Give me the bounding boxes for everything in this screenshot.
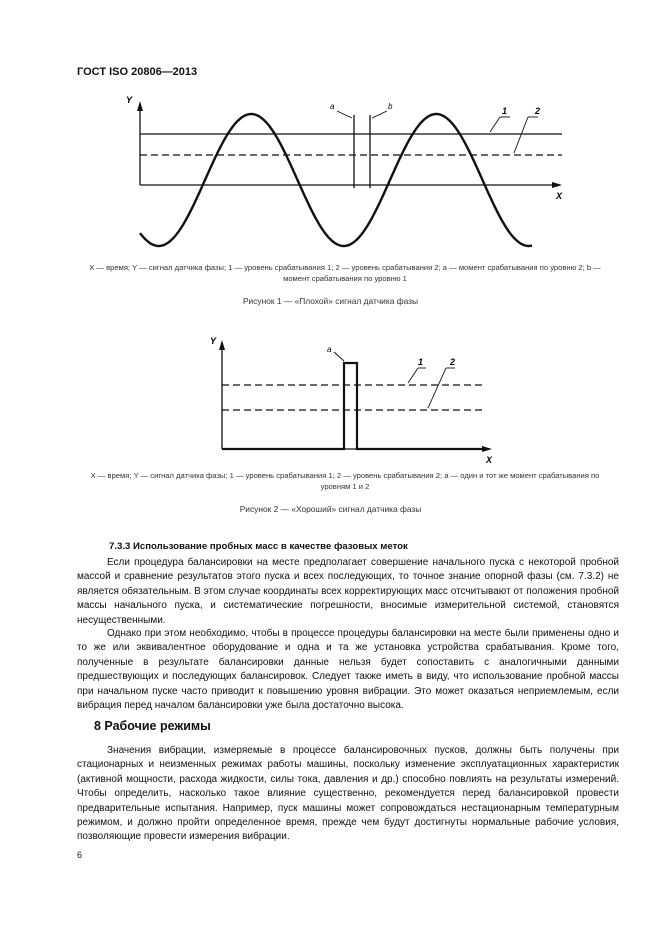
fig2-axis-y-label: Y (210, 336, 217, 346)
fig2-label-2: 2 (450, 357, 456, 367)
fig2-y-arrow (219, 340, 225, 350)
fig2-axis-x-label: X (486, 455, 493, 465)
section-8-heading: 8 Рабочие режимы (94, 719, 211, 733)
fig1-leader-1 (490, 117, 500, 132)
section-7-3-3-heading: 7.3.3 Использование пробных масс в качестве фазовых меток (109, 541, 408, 552)
fig2-leader-a (334, 352, 344, 361)
section-7-3-3-paragraph-1: Если процедура балансировки на месте предполагает совершение начального пуска с некоторой пробной массой и сравнение результатов этого пуска и всех последующих, то точное знание опорной фазы (см. 7.3.2) не является обязательным. В этом случае координаты всех корректирующих масс отсчитывают от положения пробной массы начального пуска, и систематические погрешности, вносимые измерительной системой, становятся несущественными. (77, 557, 619, 626)
figure-1-legend: X — время; Y — сигнал датчика фазы; 1 — уровень срабатывания 1; 2 — уровень срабатывания 2; a — момент срабатывания по уровню 2; b — момент срабатывания по уровню 1 (89, 263, 601, 283)
fig1-label-a: a (330, 102, 335, 111)
fig2-pulse-signal (222, 363, 484, 449)
section-7-3-3-paragraph-2: Однако при этом необходимо, чтобы в процессе процедуры балансировки на месте были применены одно и то же или эквивалентное оборудование и одна и та же установка устройства срабатывания. Кроме того, полученные в результате балансировки данные нельзя будет сопоставить с аналогичными данными предшествующих и последующих балансировок. Следует также иметь в виду, что использование пробной массы при начальном пуске часто приводит к повышению уровня вибрации. Это может оказаться неприемлемым, если вибрация перед началом балансировки уже была достаточно высока. (77, 628, 619, 712)
fig1-label-b: b (388, 102, 393, 111)
page-number: 6 (77, 850, 83, 860)
fig1-label-1: 1 (502, 106, 508, 116)
fig1-axis-y-label: Y (126, 95, 133, 105)
fig1-leader-a (337, 111, 352, 118)
fig2-label-a: a (327, 345, 332, 354)
figure-2-plot (0, 330, 661, 465)
fig2-leader-1 (408, 368, 418, 383)
fig1-leader-b (372, 111, 387, 118)
fig1-axis-x-label: X (556, 191, 563, 201)
fig1-x-arrow (552, 182, 562, 188)
fig2-label-1: 1 (418, 357, 424, 367)
figure-2-caption: Рисунок 2 — «Хороший» сигнал датчика фазы (239, 504, 422, 514)
figure-1-caption: Рисунок 1 — «Плохой» сигнал датчика фазы (242, 296, 419, 306)
fig2-leader-2 (428, 368, 446, 408)
document-header: ГОСТ ISO 20806—2013 (77, 66, 198, 78)
figure-2-legend: X — время; Y — сигнал датчика фазы; 1 — уровень срабатывания 1; 2 — уровень срабатывания 2; a — один и тот же момент срабатывания по уровням 1 и 2 (90, 471, 600, 491)
figure-1-plot (0, 85, 661, 345)
section-8-paragraph-1: Значения вибрации, измеряемые в процессе балансировочных пусков, должны быть получены при стационарных и неизменных режимах работы машины, поскольку изменение эксплуатационных характеристик (активной мощности, расхода жидкости, силы тока, давления и др.) способно повлиять на результаты измерений. Чтобы определить, насколько такое влияние существенно, рекомендуется перед балансировкой провести предварительные испытания. Например, пуск машины может сопровождаться нестационарным температурным режимом, и должно пройти определенное время, прежде чем будут достигнуты нормальные рабочие условия, позволяющие провести измерения вибрации. (77, 745, 619, 843)
fig1-label-2: 2 (535, 106, 541, 116)
fig1-y-arrow (137, 101, 143, 111)
fig1-leader-2 (514, 117, 528, 153)
